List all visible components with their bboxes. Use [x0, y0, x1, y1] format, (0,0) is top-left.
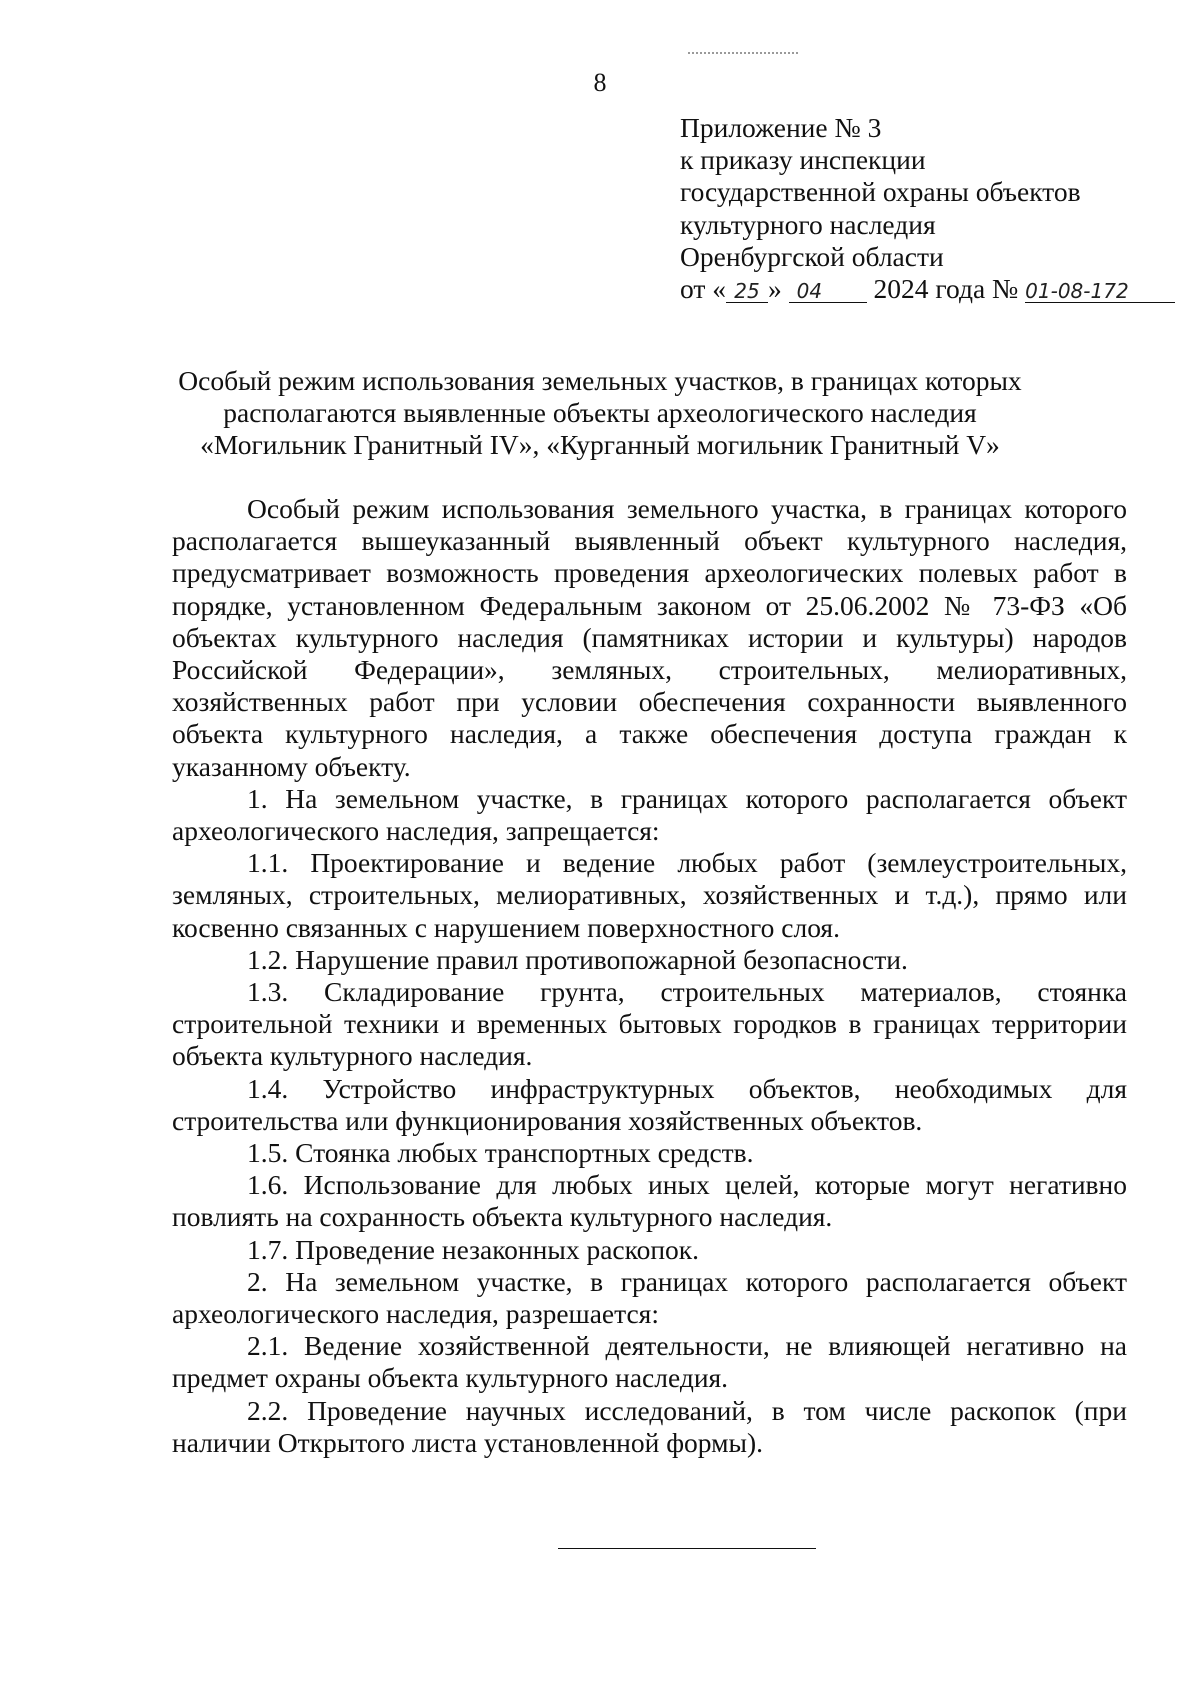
- page-number: 8: [593, 68, 607, 97]
- handwritten-order-number: 01-08-172: [1025, 280, 1175, 303]
- date-prefix: от «: [680, 273, 727, 305]
- document-body: [172, 493, 1127, 1459]
- title-line: располагаются выявленные объекты археологического наследия: [223, 397, 977, 429]
- clause-1-5: 1.5. Стоянка любых транспортных средств.: [247, 1137, 754, 1169]
- appendix-line: Приложение № 3: [680, 112, 882, 143]
- scan-artifact-mark: [688, 52, 798, 54]
- clause-2: 2. На земельном участке, в границах которого располагается объект археологического наследия, разрешается:: [172, 1265, 1127, 1330]
- date-suffix: 2024 года №: [866, 273, 1026, 305]
- appendix-line: культурного наследия: [680, 208, 936, 240]
- intro-paragraph: Особый режим использования земельного участка, в границах которого располагается вышеуказанный выявленный объект культурного наследия, предусматривает возможность проведения археологических полевых работ в порядке, установленном Федеральным законом от 25.06.2002 № 73-ФЗ «Об объектах культурного наследия (памятниках истории и культуры) народов Российской Федерации», земляных, строительных, мелиоративных, хозяйственных работ при условии обеспечения сохранности выявленного объекта культурного наследия, а также обеспечения доступа граждан к указанному объекту.: [172, 493, 1127, 782]
- clause-1-7: 1.7. Проведение незаконных раскопок.: [247, 1233, 700, 1265]
- title-line: «Могильник Гранитный IV», «Курганный могильник Гранитный V»: [200, 429, 1000, 461]
- clause-1-2: 1.2. Нарушение правил противопожарной безопасности.: [247, 943, 908, 975]
- clause-1-3: 1.3. Складирование грунта, строительных материалов, стоянка строительной техники и временных бытовых городков в границах территории объекта культурного наследия.: [172, 976, 1127, 1072]
- title-line: Особый режим использования земельных участков, в границах которых: [178, 365, 1022, 396]
- date-mid: »: [768, 273, 789, 305]
- appendix-line: государственной охраны объектов: [680, 176, 1081, 208]
- appendix-line: Оренбургской области: [680, 240, 944, 272]
- clause-1-6: 1.6. Использование для любых иных целей, которые могут негативно повлиять на сохранность объекта культурного наследия.: [172, 1169, 1127, 1233]
- handwritten-month: 04: [789, 280, 867, 303]
- handwritten-day: 25: [726, 280, 768, 303]
- end-of-document-rule: [558, 1548, 816, 1549]
- clause-1-4: 1.4. Устройство инфраструктурных объектов, необходимых для строительства или функционирования хозяйственных объектов.: [172, 1072, 1127, 1136]
- clause-2-1: 2.1. Ведение хозяйственной деятельности, не влияющей негативно на предмет охраны объекта культурного наследия.: [172, 1330, 1127, 1394]
- order-date-line: [680, 273, 1160, 305]
- appendix-header: [680, 112, 1160, 305]
- document-title: [100, 365, 1100, 462]
- clause-2-2: 2.2. Проведение научных исследований, в том числе раскопок (при наличии Открытого листа установленной формы).: [172, 1394, 1127, 1458]
- clause-1-1: 1.1. Проектирование и ведение любых работ (землеустроительных, земляных, строительных, мелиоративных, хозяйственных и т.д.), прямо или косвенно связанных с нарушением поверхностного слоя.: [172, 847, 1127, 943]
- appendix-line: к приказу инспекции: [680, 144, 926, 176]
- clause-1: 1. На земельном участке, в границах которого располагается объект археологического наследия, запрещается:: [172, 782, 1127, 847]
